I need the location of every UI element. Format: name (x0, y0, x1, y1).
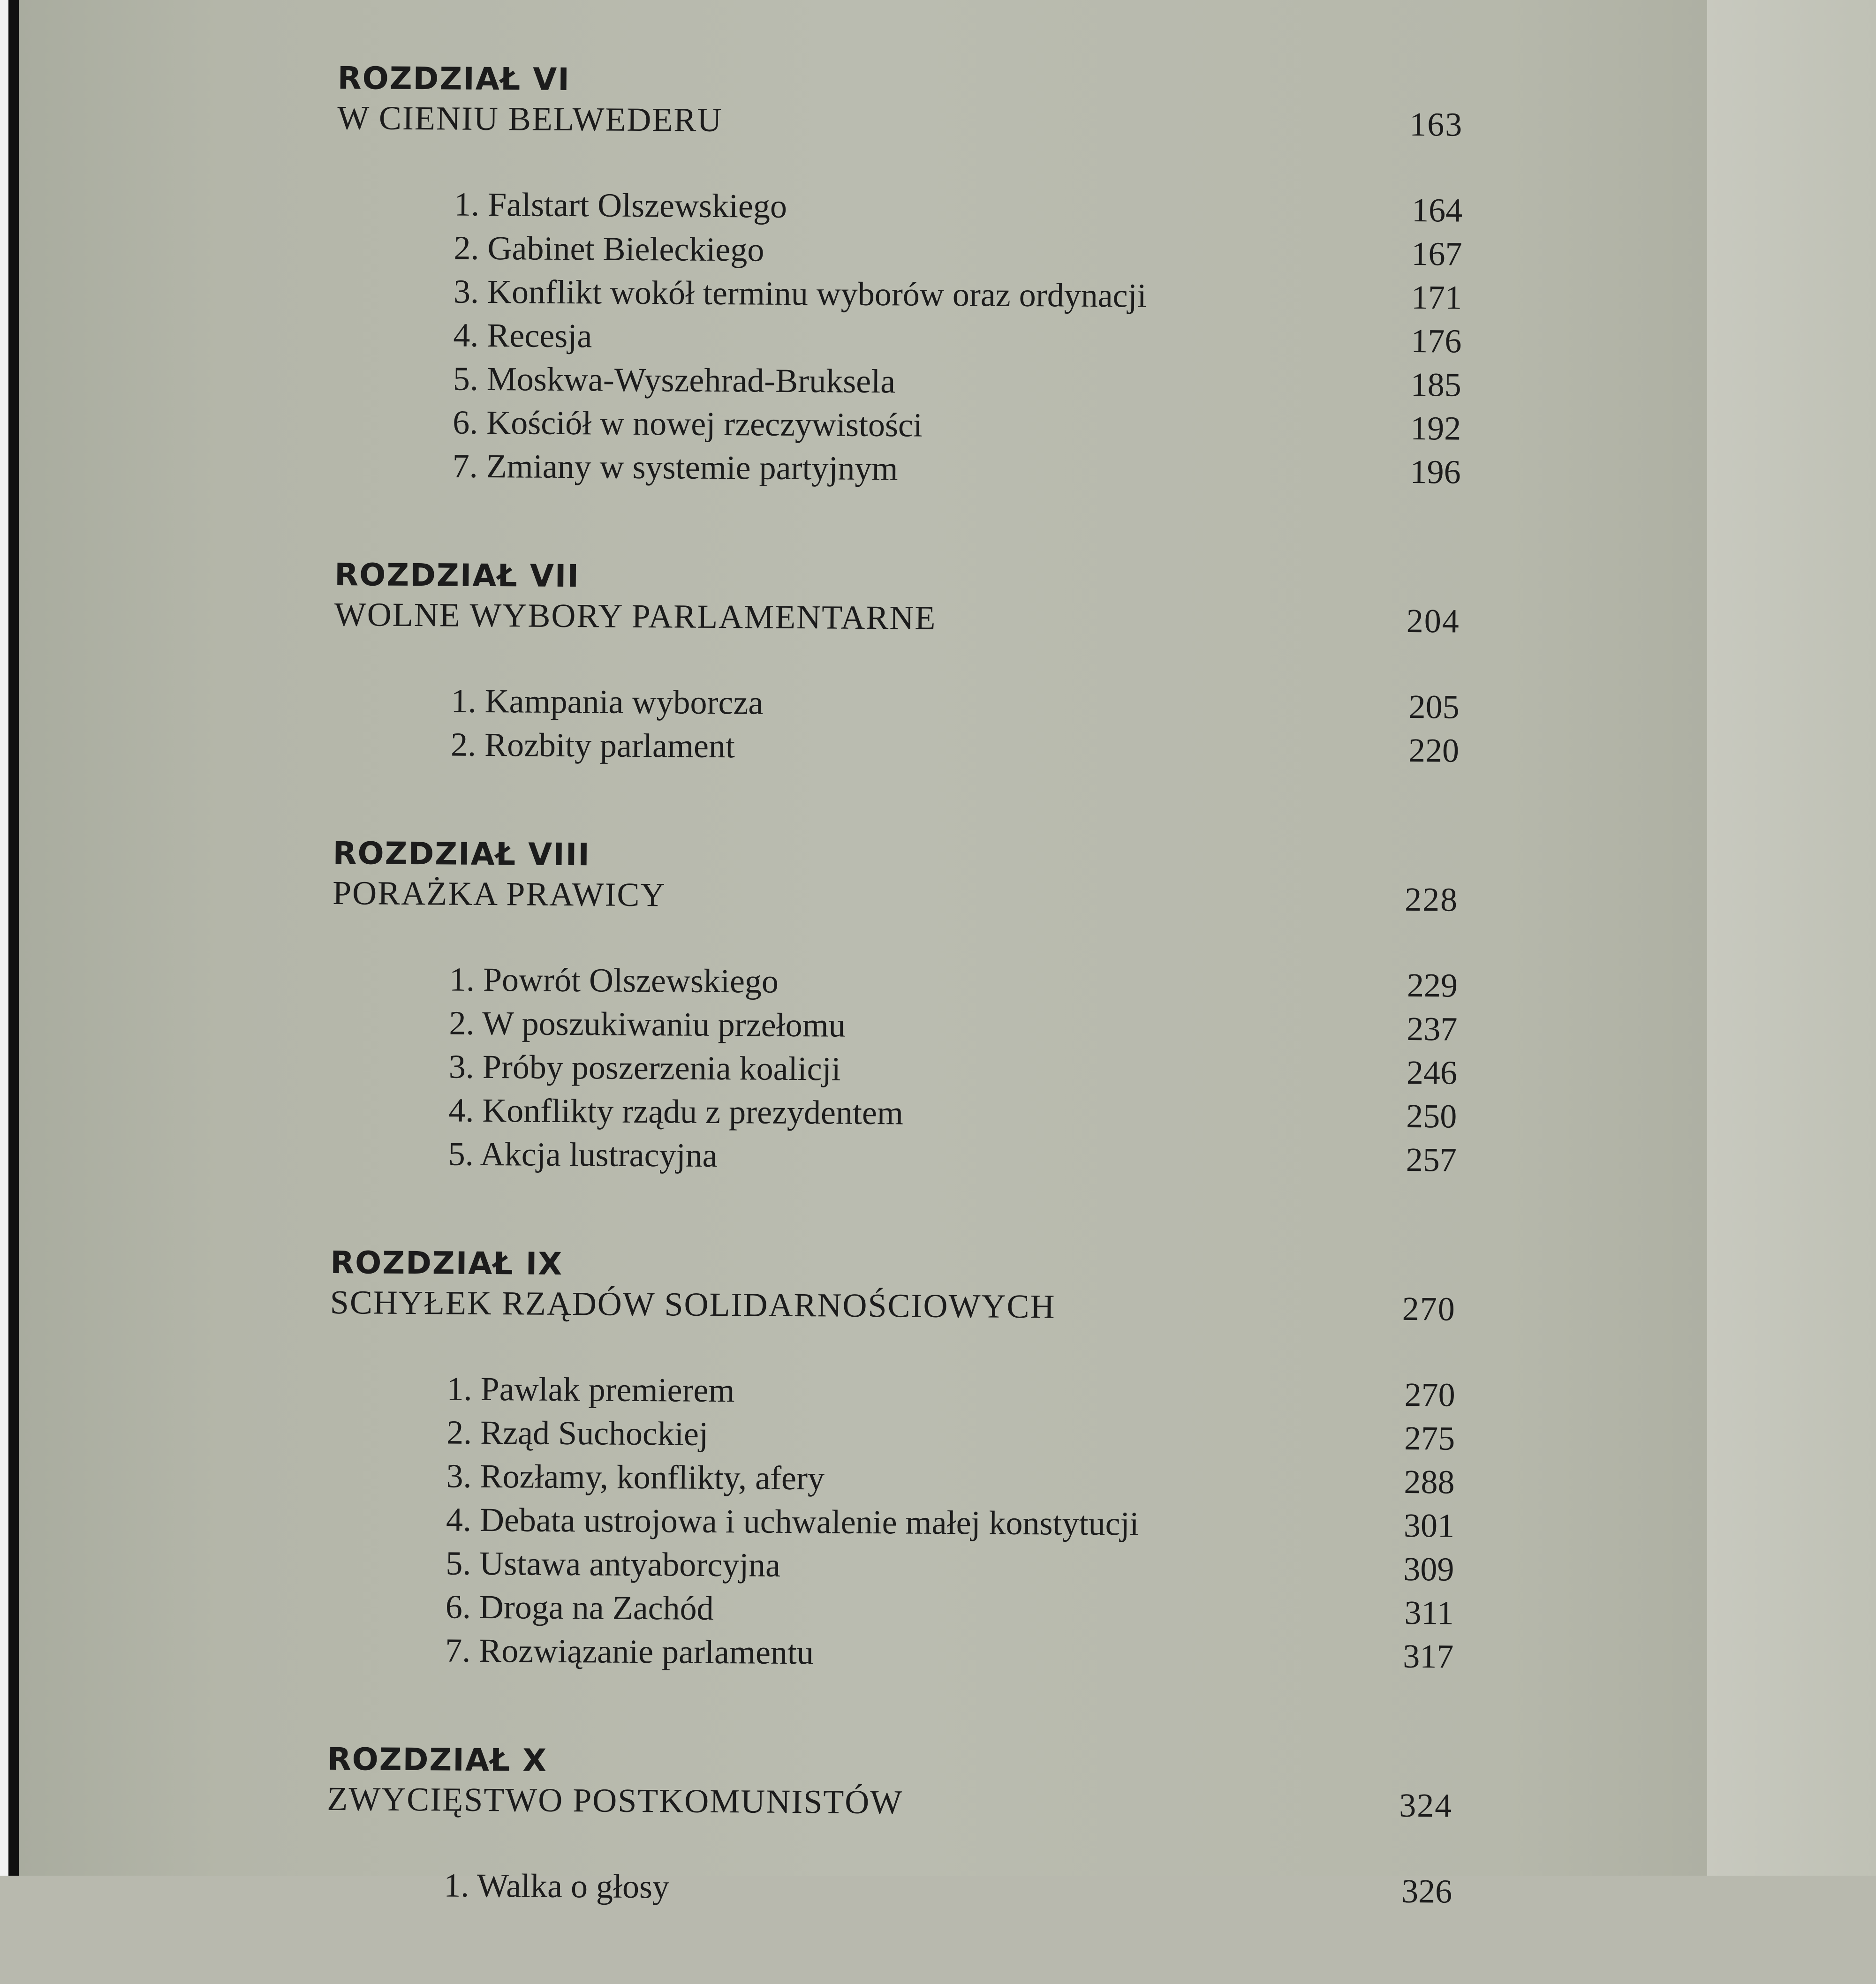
section-entry (453, 357, 1462, 407)
chapter-label: ROZDZIAŁ X (327, 1741, 548, 1779)
section-entry (448, 1088, 1457, 1138)
section-title: 2. Rząd Suchockiej (446, 1413, 709, 1453)
section-title: 1. Walka o głosy (443, 1866, 670, 1906)
chapter-title: WOLNE WYBORY PARLAMENTARNE (334, 595, 937, 637)
section-title: 3. Rozłamy, konflikty, afery (446, 1457, 825, 1497)
chapter-9 (328, 1245, 1456, 1679)
section-title: 4. Recesja (453, 316, 592, 355)
section-entry (452, 445, 1461, 494)
section-title: 5. Moskwa-Wyszehrad-Bruksela (453, 360, 896, 400)
section-entry (446, 1541, 1454, 1591)
table-of-contents (326, 61, 1463, 1984)
chapter-title: W CIENIU BELWEDERU (337, 98, 723, 139)
section-title: 1. Powrót Olszewskiego (449, 960, 779, 1000)
section-entry (454, 183, 1463, 233)
chapter-page-number: 228 (1404, 880, 1459, 919)
section-page-number: 167 (1411, 234, 1462, 273)
section-list (335, 182, 1462, 494)
section-entry (445, 1629, 1454, 1678)
section-entry (449, 1045, 1458, 1094)
section-entry (446, 1367, 1455, 1417)
chapter-label: ROZDZIAŁ IX (330, 1244, 563, 1282)
section-page-number: 176 (1411, 322, 1462, 360)
section-entry (449, 958, 1458, 1007)
chapter-7 (333, 558, 1460, 773)
section-entry (446, 1585, 1454, 1635)
chapter-6 (335, 61, 1463, 494)
section-entry (444, 1863, 1452, 1913)
section-list (326, 1863, 1452, 1914)
section-page-number: 220 (1408, 731, 1460, 769)
section-list (328, 1366, 1455, 1679)
chapter-heading (334, 592, 1460, 643)
chapter-heading (330, 1280, 1456, 1331)
section-page-number: 311 (1404, 1593, 1454, 1632)
chapter-10 (326, 1742, 1453, 1914)
section-page-number: 250 (1406, 1097, 1457, 1135)
section-entry (446, 1411, 1455, 1460)
section-entry (449, 1001, 1458, 1051)
section-title: 2. Rozbity parlament (450, 725, 735, 765)
section-title: 4. Konflikty rządu z prezydentem (448, 1091, 904, 1132)
section-entry (451, 679, 1460, 729)
chapter-title: SCHYŁEK RZĄDÓW SOLIDARNOŚCIOWYCH (330, 1283, 1056, 1326)
next-page-edge (1707, 0, 1876, 1876)
section-entry (454, 270, 1462, 320)
chapter-heading (333, 871, 1459, 922)
section-title: 4. Debata ustrojowa i uchwalenie małej konstytucji (446, 1501, 1139, 1543)
chapter-page-number: 324 (1399, 1786, 1453, 1825)
section-page-number: 270 (1404, 1375, 1455, 1414)
chapter-label: ROZDZIAŁ VII (334, 556, 580, 595)
section-title: 7. Zmiany w systemie partyjnym (452, 447, 898, 488)
section-list (333, 679, 1460, 773)
section-entry (453, 314, 1462, 363)
section-page-number: 246 (1406, 1053, 1458, 1092)
section-title: 1. Kampania wyborcza (451, 682, 764, 722)
section-page-number: 309 (1403, 1550, 1454, 1588)
section-list (331, 957, 1458, 1182)
section-page-number: 257 (1406, 1140, 1457, 1179)
section-title: 6. Kościół w nowej rzeczywistości (453, 403, 923, 444)
section-entry (453, 401, 1461, 451)
section-entry (454, 226, 1462, 276)
chapter-page-number: 163 (1409, 105, 1463, 143)
chapter-8 (331, 836, 1458, 1182)
chapter-label: ROZDZIAŁ VI (337, 60, 571, 98)
section-title: 2. W poszukiwaniu przełomu (449, 1004, 846, 1044)
section-page-number: 288 (1404, 1463, 1455, 1501)
section-title: 5. Ustawa antyaborcyjna (446, 1544, 781, 1584)
section-title: 2. Gabinet Bieleckiego (454, 229, 764, 269)
section-page-number: 171 (1411, 278, 1462, 317)
section-title: 3. Próby poszerzenia koalicji (448, 1048, 841, 1088)
section-page-number: 185 (1410, 365, 1462, 404)
section-page-number: 164 (1411, 191, 1463, 229)
chapter-page-number: 204 (1406, 602, 1460, 640)
section-page-number: 275 (1404, 1419, 1455, 1457)
section-entry (451, 723, 1460, 773)
section-title: 1. Pawlak premierem (446, 1370, 735, 1410)
section-entry (446, 1454, 1455, 1504)
section-page-number: 196 (1410, 453, 1461, 491)
section-title: 3. Konflikt wokół terminu wyborów oraz ordynacji (453, 272, 1147, 315)
chapter-page-number: 270 (1402, 1290, 1456, 1328)
section-page-number: 326 (1401, 1872, 1452, 1910)
section-title: 1. Falstart Olszewskiego (454, 185, 787, 225)
section-title: 5. Akcja lustracyjna (448, 1135, 718, 1174)
chapter-title: ZWYCIĘSTWO POSTKOMUNISTÓW (327, 1780, 903, 1821)
chapter-label: ROZDZIAŁ VIII (333, 835, 591, 873)
chapter-title: PORAŻKA PRAWICY (332, 874, 666, 914)
section-page-number: 301 (1403, 1506, 1455, 1545)
section-page-number: 205 (1408, 687, 1460, 726)
section-entry (446, 1498, 1455, 1547)
section-page-number: 229 (1407, 966, 1458, 1004)
section-entry (448, 1132, 1457, 1182)
section-page-number: 192 (1410, 409, 1461, 447)
section-page-number: 237 (1407, 1010, 1458, 1048)
background-edge (0, 0, 8, 1876)
section-page-number: 317 (1403, 1637, 1454, 1675)
section-title: 7. Rozwiązanie parlamentu (445, 1631, 814, 1672)
section-title: 6. Droga na Zachód (445, 1588, 714, 1627)
chapter-heading (327, 1777, 1453, 1828)
chapter-heading (337, 96, 1463, 147)
